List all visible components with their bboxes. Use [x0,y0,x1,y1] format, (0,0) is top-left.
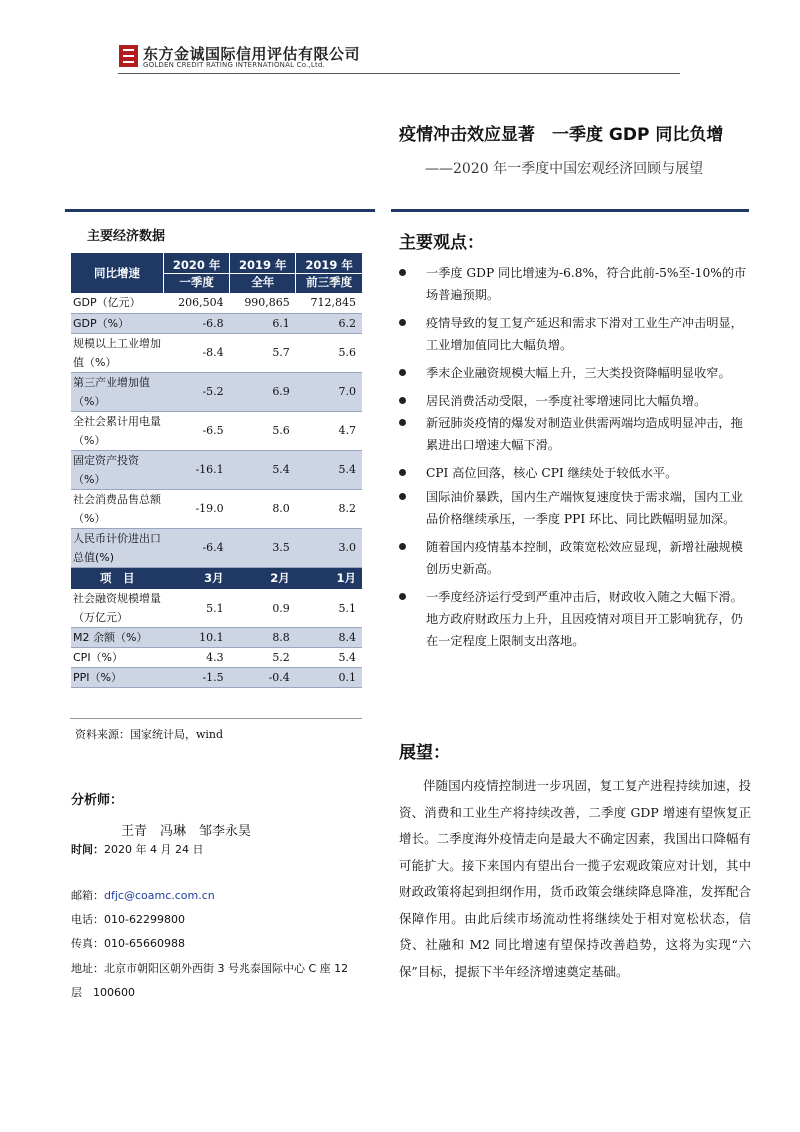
table-row [71,293,362,313]
row-value: 8.8 [230,628,296,648]
address-label: 地址： [71,962,104,975]
table-row [71,372,362,411]
key-view-text: 季末企业融资规模大幅上升，三大类投资降幅明显收窄。 [426,366,731,380]
header-period: 前三季度 [306,274,353,289]
bullet-icon [399,419,406,426]
report-date [71,841,203,857]
phone-value: 010-62299800 [104,913,185,926]
economic-data-heading: 主要经济数据 [87,229,166,244]
right-section-band [391,209,749,212]
row-value: 5.4 [296,648,362,668]
header-cell [164,253,230,293]
key-view-item [397,362,749,384]
row-value: 5.4 [230,450,296,489]
key-view-text: 居民消费活动受限，一季度社零增速同比大幅负增。 [426,394,707,408]
header-cell: 同比增速 [71,253,164,293]
row-value: 5.1 [164,589,230,628]
address-line-1: 北京市朝阳区朝外西街 3 号兆泰国际中心 C 座 12 [104,962,349,975]
phone-label: 电话： [71,913,104,926]
contact-phone [71,911,185,927]
row-value: 3.0 [296,528,362,567]
header-year: 2019 年 [230,257,295,274]
row-value: -19.0 [164,489,230,528]
row-value: -6.5 [164,411,230,450]
table-row [71,450,362,489]
key-view-item [397,312,749,356]
email-label: 邮箱： [71,889,104,902]
company-name-cn: 东方金诚国际信用评估有限公司 [143,45,361,63]
row-value: 5.2 [230,648,296,668]
row-value: -8.4 [164,333,230,372]
row-value: 8.2 [296,489,362,528]
header-period: 一季度 [179,274,214,289]
bullet-icon [399,397,406,404]
bullet-icon [399,593,406,600]
row-value: 5.7 [230,333,296,372]
key-view-item [397,536,749,580]
contact-address [71,960,348,976]
bullet-icon [399,369,406,376]
fax-label: 传真： [71,937,104,950]
key-view-text: 国际油价暴跌，国内生产端恢复速度快于需求端，国内工业品价格继续承压，一季度 PPI 环比、同比跌幅明显加深。 [426,490,743,526]
row-value: 712,845 [296,293,362,313]
row-value: 10.1 [164,628,230,648]
analyst-heading: 分析师： [71,793,124,808]
key-views-list [397,262,749,652]
company-logo-icon [119,45,138,67]
key-view-text: 一季度经济运行受到严重冲击后，财政收入随之大幅下滑。地方政府财政压力上升，且因疫情对项目开工影响犹存，仍在一定程度上限制支出落地。 [426,590,743,648]
report-subtitle: ——2020 年一季度中国宏观经济回顾与展望 [425,161,704,177]
bullet-icon [399,493,406,500]
row-label: GDP（%） [71,313,164,333]
data-source-note: 资料来源：国家统计局，wind [75,728,224,741]
row-label: 全社会累计用电量（%） [71,411,164,450]
row-value: 6.9 [230,372,296,411]
bullet-icon [399,469,406,476]
date-value: 2020 年 4 月 24 日 [104,843,204,856]
row-value: 0.1 [296,668,362,688]
row-value: 206,504 [164,293,230,313]
row-value: 8.4 [296,628,362,648]
table-subheader-row [71,567,362,589]
key-view-item [397,412,749,456]
key-views-heading: 主要观点： [399,233,484,253]
row-value: 5.6 [230,411,296,450]
row-value: 7.0 [296,372,362,411]
key-view-item [397,486,749,530]
address-line-2: 层 100600 [71,986,135,999]
header-year: 2019 年 [296,257,362,274]
row-value: 4.7 [296,411,362,450]
row-value: 4.3 [164,648,230,668]
key-view-text: 新冠肺炎疫情的爆发对制造业供需两端均造成明显冲击，拖累进出口增速大幅下滑。 [426,416,743,452]
economic-data-table [71,253,362,688]
key-view-text: 一季度 GDP 同比增速为-6.8%，符合此前-5%至-10%的市场普遍预期。 [426,266,747,302]
source-divider [70,718,362,719]
table-row [71,668,362,688]
bullet-icon [399,543,406,550]
key-view-text: 疫情导致的复工复产延迟和需求下滑对工业生产冲击明显，工业增加值同比大幅负增。 [426,316,743,352]
table-row [71,648,362,668]
row-value: 5.4 [296,450,362,489]
table-row [71,589,362,628]
table-row [71,411,362,450]
key-view-item [397,390,749,412]
subheader-cell: 项 目 [71,567,164,589]
row-value: -1.5 [164,668,230,688]
header-year: 2020 年 [164,257,229,274]
subheader-cell: 1月 [296,567,362,589]
header-period: 全年 [251,274,275,289]
row-value: -5.2 [164,372,230,411]
contact-address-cont [71,984,135,1000]
row-label: 社会消费品售总额（%） [71,489,164,528]
row-value: 6.1 [230,313,296,333]
header-divider [118,73,680,74]
key-view-item [397,462,749,484]
row-label: 人民币计价进出口总值(%) [71,528,164,567]
row-value: -16.1 [164,450,230,489]
row-value: -6.8 [164,313,230,333]
row-label: 社会融资规模增量（万亿元） [71,589,164,628]
email-link[interactable]: dfjc@coamc.com.cn [104,889,215,902]
row-value: 6.2 [296,313,362,333]
table-row [71,489,362,528]
table-row [71,333,362,372]
key-view-item [397,586,749,652]
row-value: 0.9 [230,589,296,628]
contact-email [71,887,215,903]
row-label: M2 余额（%） [71,628,164,648]
row-label: CPI（%） [71,648,164,668]
fax-value: 010-65660988 [104,937,185,950]
subheader-cell: 3月 [164,567,230,589]
row-label: GDP（亿元） [71,293,164,313]
bullet-icon [399,319,406,326]
company-name-en: GOLDEN CREDIT RATING INTERNATIONAL Co.,Ltd. [143,61,326,69]
key-view-text: CPI 高位回落，核心 CPI 继续处于较低水平。 [426,466,678,480]
date-label: 时间： [71,843,104,856]
left-section-band [65,209,375,212]
subheader-cell: 2月 [230,567,296,589]
key-view-text: 随着国内疫情基本控制，政策宽松效应显现，新增社融规模创历史新高。 [426,540,743,576]
outlook-heading: 展望： [399,743,450,763]
table-row [71,628,362,648]
row-label: 规模以上工业增加值（%） [71,333,164,372]
row-label: 固定资产投资（%） [71,450,164,489]
key-view-item [397,262,749,306]
header-cell [230,253,296,293]
table-row [71,528,362,567]
row-value: -6.4 [164,528,230,567]
row-value: -0.4 [230,668,296,688]
row-value: 5.6 [296,333,362,372]
header-cell [296,253,362,293]
analyst-names: 王青 冯琳 邹李永昊 [121,824,252,839]
row-label: PPI（%） [71,668,164,688]
table-row [71,313,362,333]
contact-fax [71,935,185,951]
row-value: 8.0 [230,489,296,528]
row-value: 3.5 [230,528,296,567]
row-label: 第三产业增加值（%） [71,372,164,411]
report-title: 疫情冲击效应显著 一季度 GDP 同比负增 [399,125,724,145]
table-header-row [71,253,362,293]
outlook-paragraph: 伴随国内疫情控制进一步巩固，复工复产进程持续加速，投资、消费和工业生产将持续改善，二季度 GDP 增速有望恢复正增长。二季度海外疫情走向是最大不确定因素，我国出口降幅有可能扩大。接下来国内有望出台一揽子宏观政策应对计划，其中财政政策将起到担纲作用，货币政策会继续降息降准，发挥配合保障作用。由此后续市场流动性将继续处于相对宽松状态，信贷、社融和 M2 同比增速有望保持改善趋势，这将为实现“六保”目标，提振下半年经济增速奠定基础。 [399,778,751,979]
bullet-icon [399,269,406,276]
row-value: 990,865 [230,293,296,313]
row-value: 5.1 [296,589,362,628]
